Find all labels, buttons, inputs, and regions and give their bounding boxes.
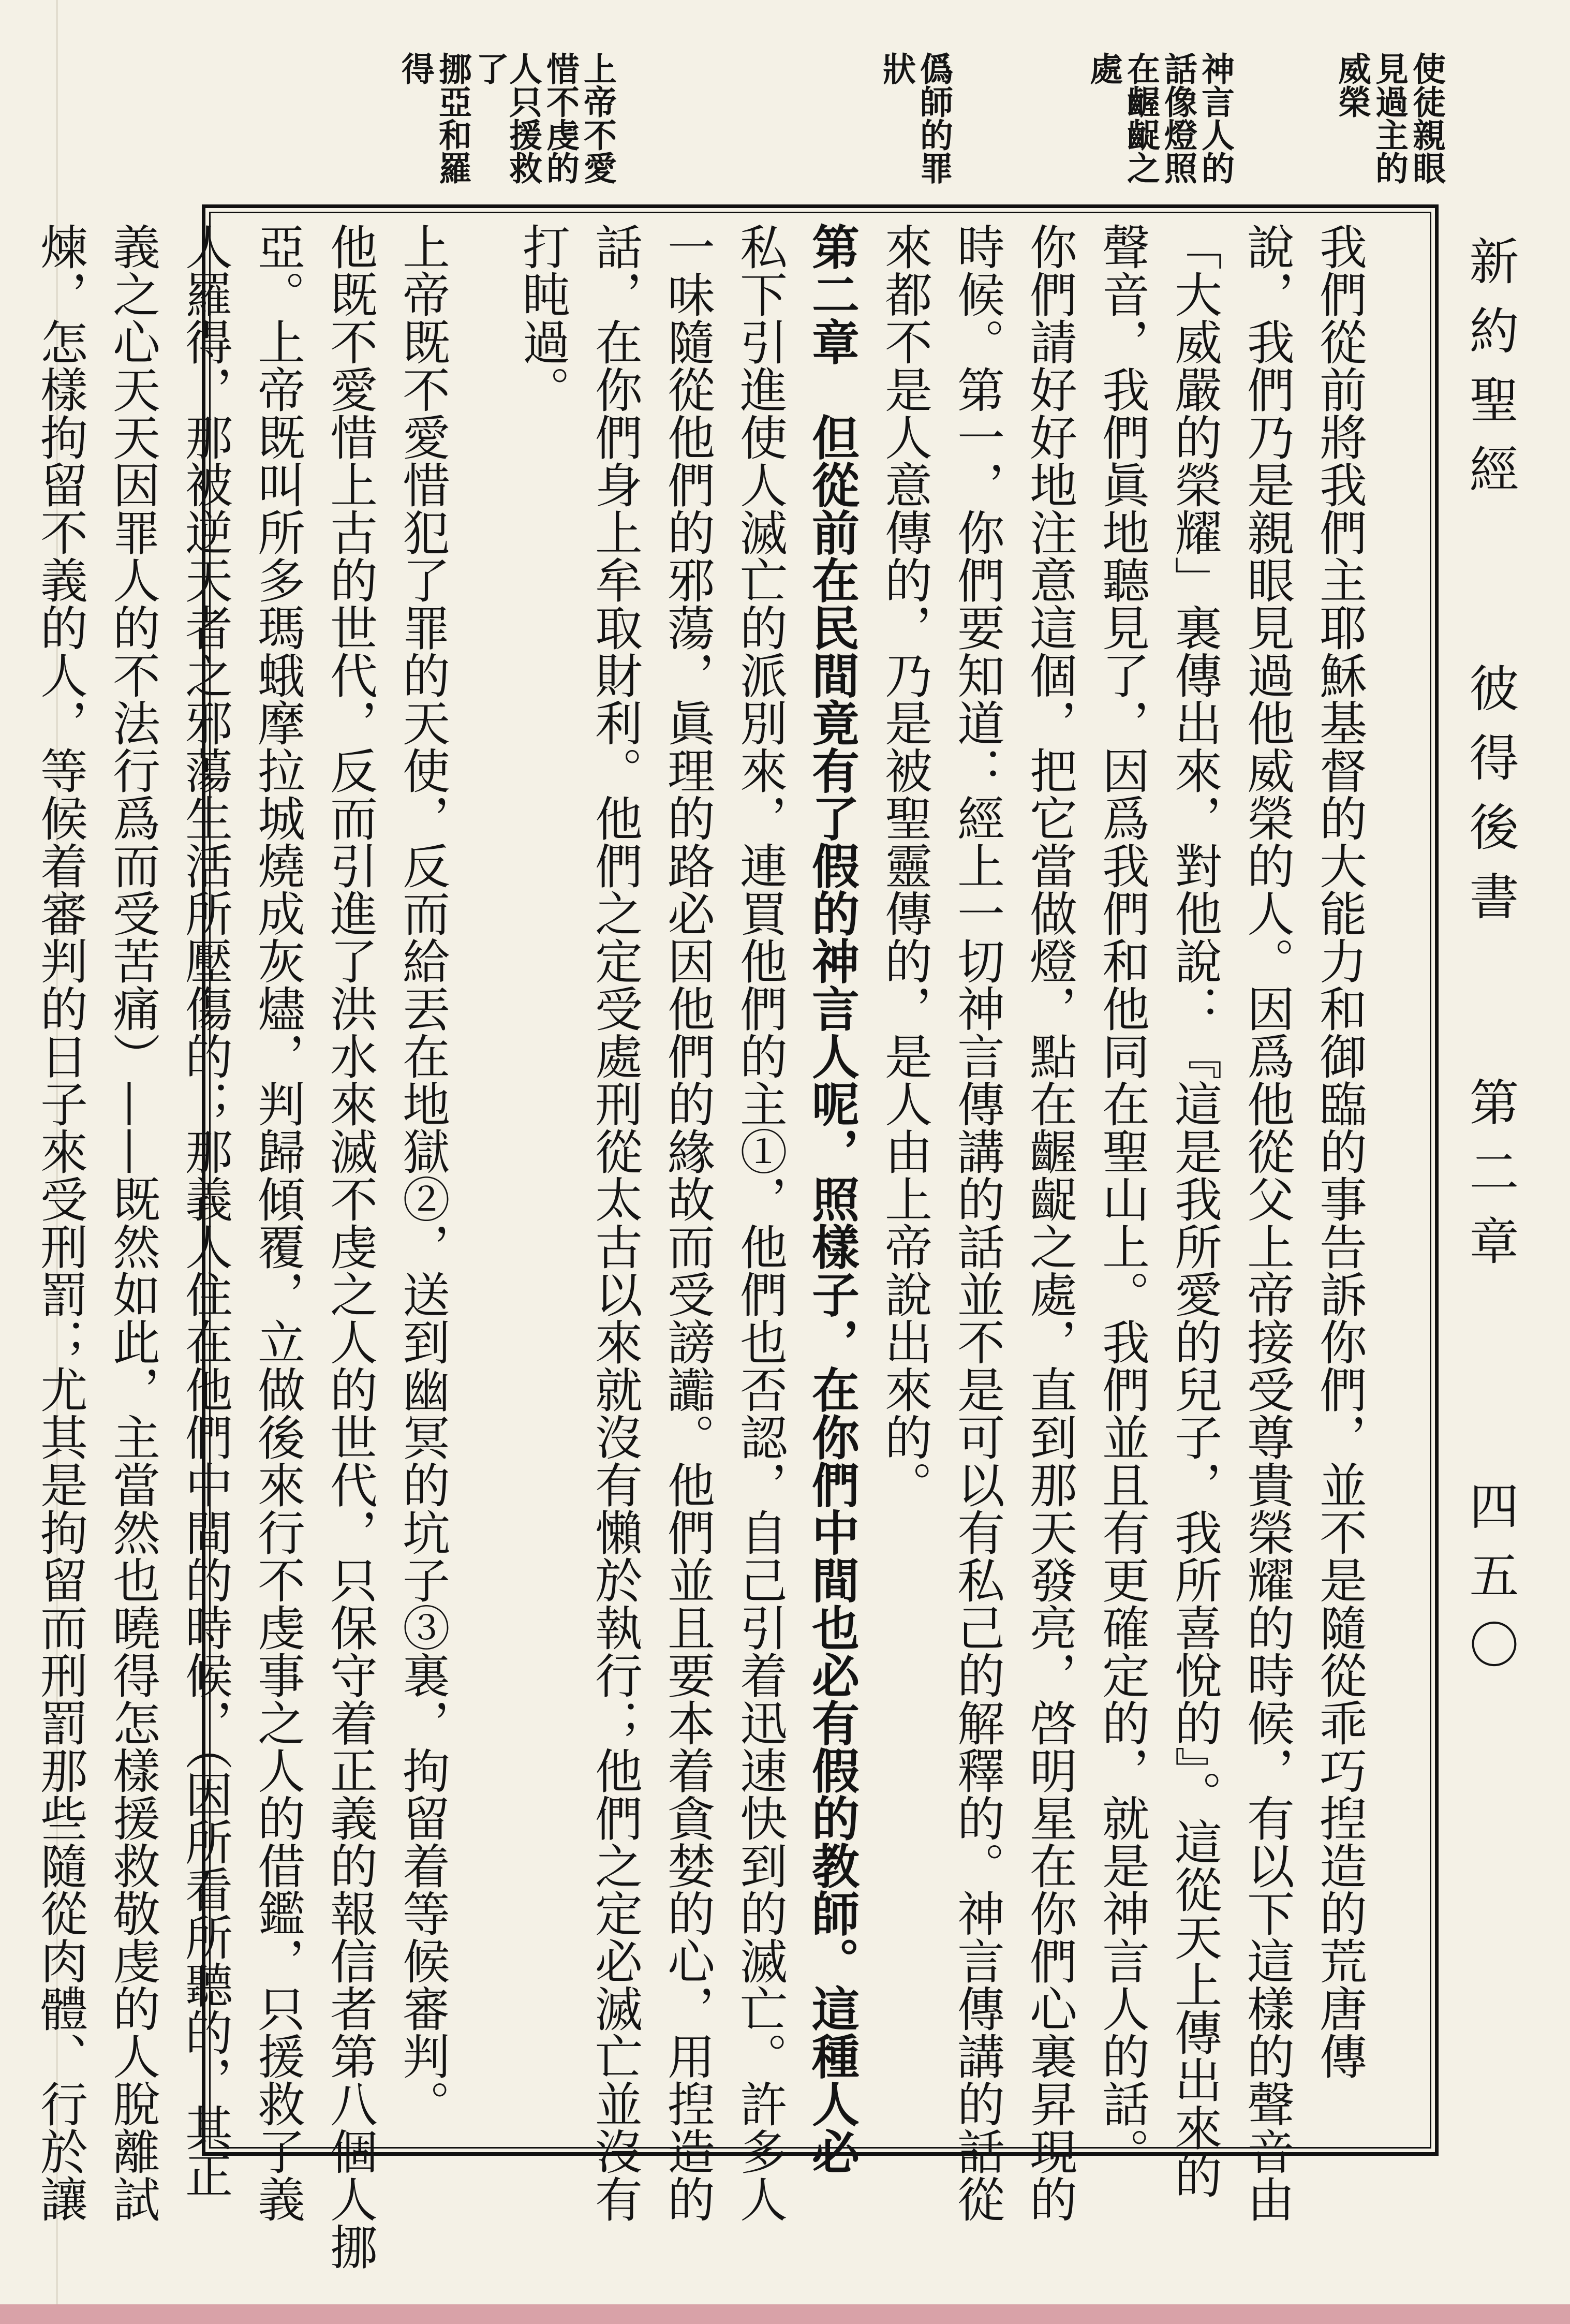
- margin-heading-line: 話像燈照: [1159, 52, 1197, 184]
- margin-heading-line: 人只援救了: [470, 52, 542, 184]
- margin-heading-false-teachers: [877, 52, 953, 202]
- text-column: 時候。第一，你們要知道：經上一切神言傳講的話並不是可以有私己的解釋的。神言傳講的話從: [950, 223, 1005, 2223]
- text-column: 他既不愛惜上古的世代，反而引進了洪水來滅不虔之人的世代，只保守着正義的報信者第八個人挪: [322, 223, 378, 2270]
- margin-heading-line: 威榮: [1332, 52, 1371, 118]
- text-column: 義之心天天因罪人的不法行爲而受苦痛）——既然如此，主當然也曉得怎樣援救敬虔的人脫離試: [105, 223, 160, 2223]
- running-head-chapter: 第二章: [1461, 1077, 1519, 1285]
- scripture-body: [33, 223, 1423, 2270]
- margin-heading-line: 在齷齪之: [1121, 52, 1160, 184]
- text-column: 「大威嚴的榮耀」裏傳出來，對他說：『這是我所愛的兒子，我所喜悅的』。這從天上傳出來的: [1167, 223, 1222, 2199]
- text-column: 打盹過。: [515, 223, 570, 413]
- text-column: 來都不是人意傳的，乃是被聖靈傳的，是人由上帝說出來的。: [877, 223, 932, 1508]
- margin-heading-line: 惜不虔的: [541, 52, 580, 184]
- margin-heading-line: 神言人的: [1196, 52, 1235, 184]
- text-column: 煉，怎樣拘留不義的人，等候着審判的日子來受刑罰；尤其是拘留而刑罰那些隨從肉體、行於讓: [33, 223, 88, 2223]
- text-column: 聲音，我們眞地聽見了，因爲我們和他同在聖山上。我們並且有更確定的，就是神言人的話。: [1094, 223, 1150, 2175]
- page-number: 四五〇: [1461, 1480, 1519, 1688]
- running-head-title: 新約聖經: [1461, 236, 1519, 513]
- margin-heading-prophets: [1084, 52, 1235, 202]
- text-column: 你們請好好地注意這個，把它當做燈，點在齷齪之處，直到那天發亮，啓明星在你們心裏昇現的: [1022, 223, 1077, 2223]
- margin-heading-apostles: [1332, 52, 1446, 202]
- text-column: 上帝既不愛惜犯了罪的天使，反而給丟在地獄②，送到幽冥的坑子③裏，拘留着等候審判。: [395, 223, 450, 2127]
- margin-heading-line: 使徒親眼: [1407, 52, 1446, 184]
- text-column: 說，我們乃是親眼見過他威榮的人。因爲他從父上帝接受尊貴榮耀的時候，有以下這樣的聲音由: [1239, 223, 1295, 2223]
- running-head-book: 彼得後書: [1461, 663, 1519, 940]
- margin-heading-line: 僞師的罪: [914, 52, 953, 184]
- page-bottom-edge: [0, 2304, 1570, 2324]
- text-column: 我們從前將我們主耶穌基督的大能力和御臨的事告訴你們，並不是隨從乖巧揑造的荒唐傳: [1312, 223, 1367, 2080]
- margin-heading-line: 見過主的: [1370, 52, 1409, 184]
- text-column: 一味隨從他們的邪蕩，眞理的路必因他們的緣故而受謗讟。他們並且要本着貪婪的心，用揑造的: [660, 223, 715, 2223]
- margin-heading-line: 得: [396, 52, 435, 85]
- margin-heading-line: 上帝不愛: [578, 52, 617, 184]
- text-column: 亞。上帝既叫所多瑪蛾摩拉城燒成灰燼，判歸傾覆，立做後來行不虔事之人的借鑑，只援救了義: [250, 223, 305, 2223]
- margin-heading-line: 挪亞和羅: [433, 52, 472, 184]
- text-column: 話，在你們身上牟取財利。他們之定受處刑從太古以來就沒有懶於執行；他們之定必滅亡並沒有: [587, 223, 643, 2223]
- margin-heading-line: 狀: [877, 52, 916, 85]
- text-column: 私下引進使人滅亡的派別來，連買他們的主①，他們也否認，自己引着迅速快到的滅亡。許多人: [732, 223, 788, 2223]
- text-column: 人羅得，那被逆天者之邪蕩生活所壓傷的；那義人住在他們中間的時候，（因所看所聽的，其正: [177, 223, 233, 2199]
- margin-heading-noah-lot: [396, 52, 617, 202]
- margin-heading-line: 處: [1084, 52, 1123, 85]
- chapter-start-column: 第二章 但從前在民間竟有了假的神言人呢，照樣子，在你們中間也必有假的教師。這種人必: [804, 223, 860, 2175]
